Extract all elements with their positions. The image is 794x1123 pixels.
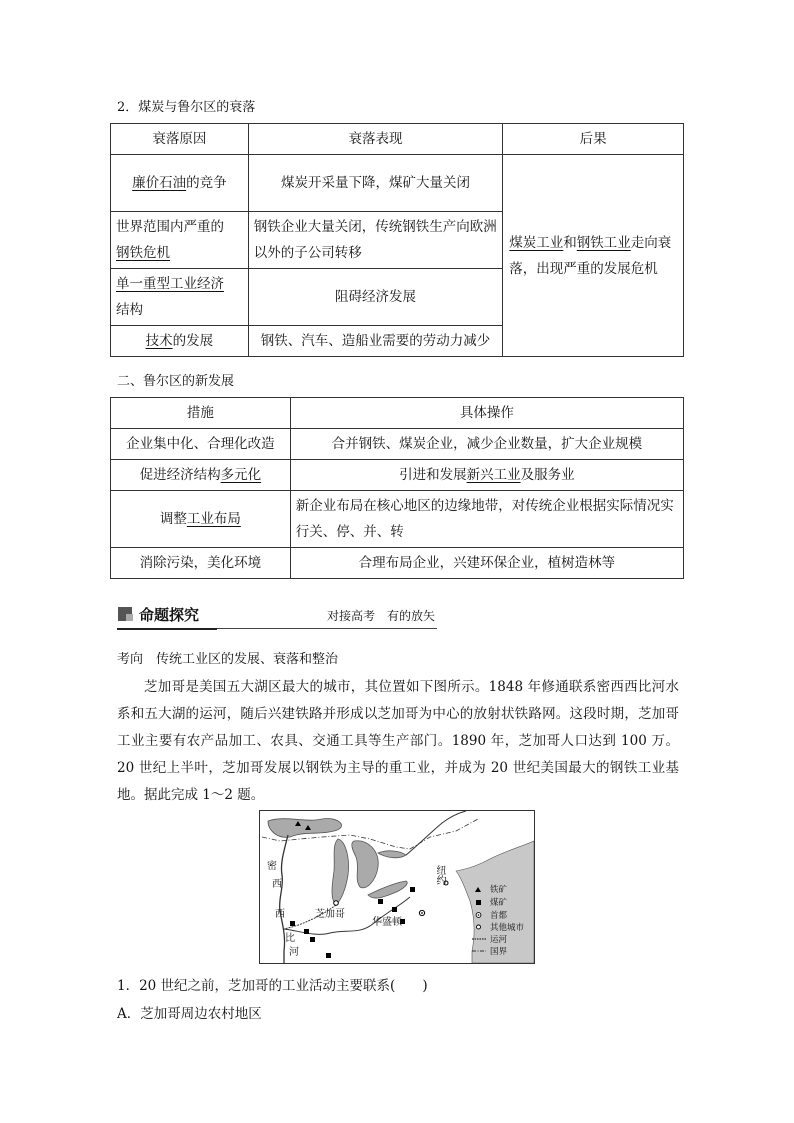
section-band bbox=[117, 603, 437, 629]
effect-cell: 煤炭开采量下降，煤矿大量关闭 bbox=[248, 155, 503, 212]
decline-table bbox=[110, 123, 684, 357]
table-header: 措施 bbox=[111, 398, 291, 429]
coal-mine-marker bbox=[378, 899, 383, 904]
detail-cell: 合理布局企业，兴建环保企业，植树造林等 bbox=[290, 548, 683, 579]
measure-cell: 消除污染，美化环境 bbox=[111, 548, 291, 579]
detail-cell: 引进和发展新兴工业及服务业 bbox=[290, 460, 683, 491]
map-label-chicago: 芝加哥 bbox=[315, 909, 345, 920]
st-lawrence-river bbox=[406, 811, 466, 855]
cause-cell: 技术的发展 bbox=[111, 326, 249, 357]
table-header: 衰落表现 bbox=[248, 124, 503, 155]
coal-mine-marker bbox=[410, 887, 415, 892]
coal-mine-marker bbox=[304, 929, 309, 934]
band-rule-accent bbox=[117, 628, 217, 630]
question-stem: 芝加哥是美国五大湖区最大的城市，其位置如下图所示。1848 年修通联系密西西比河水系和五大湖的运河，随后兴建铁路并形成以芝加哥为中心的放射状铁路网。这段时期，芝加哥工业主要有农产品加工、农具、交通工具等生产部门。1890 年，芝加哥人口达到 100 万。20 世纪上半叶，芝加哥发展以钢铁为主导的重工业，并成为 20 世纪美国最大的钢铁工业基地。据此完成 1～2 题。 bbox=[117, 679, 679, 803]
effect-cell: 钢铁企业大量关闭，传统钢铁生产向欧洲以外的子公司转移 bbox=[248, 212, 503, 269]
washington-capital-dot bbox=[421, 912, 423, 914]
map-label-river-2: 西 bbox=[272, 879, 282, 890]
section-heading-coal-ruhr: 2．煤炭与鲁尔区的衰落 bbox=[117, 100, 256, 115]
effect-cell: 阻碍经济发展 bbox=[248, 269, 503, 326]
table-header: 具体操作 bbox=[290, 398, 683, 429]
section-marker-accent bbox=[126, 614, 133, 621]
lake-michigan bbox=[332, 839, 349, 905]
band-title: 命题探究 bbox=[139, 606, 200, 624]
table-header-row bbox=[111, 124, 684, 155]
detail-cell: 合并钢铁、煤炭企业，减少企业数量，扩大企业规模 bbox=[290, 429, 683, 460]
lake-huron bbox=[352, 841, 378, 888]
legend-label-iron: 铁矿 bbox=[490, 885, 508, 895]
question-1: 1．20 世纪之前，芝加哥的工业活动主要联系( ) bbox=[117, 978, 428, 994]
detail-cell: 新企业布局在核心地区的边缘地带，对传统企业根据实际情况实行关、停、并、转 bbox=[290, 491, 683, 548]
consequence-cell: 煤炭工业和钢铁工业走向衰落，出现严重的发展危机 bbox=[503, 155, 684, 357]
table-row bbox=[111, 155, 684, 212]
map-label-river-3: 西 bbox=[275, 909, 285, 920]
cause-cell: 世界范围内严重的 钢铁危机 bbox=[111, 212, 249, 269]
map-label-washington: 华盛顿 bbox=[372, 917, 402, 928]
map-label-river-1: 密 bbox=[267, 861, 277, 872]
coal-mine-marker bbox=[392, 907, 397, 912]
table-row bbox=[111, 548, 684, 579]
measure-cell: 调整工业布局 bbox=[111, 491, 291, 548]
measure-cell: 企业集中化、合理化改造 bbox=[111, 429, 291, 460]
table-header: 后果 bbox=[503, 124, 684, 155]
cause-cell: 单一重型工业经济 结构 bbox=[111, 269, 249, 326]
legend-label-canal: 运河 bbox=[490, 935, 508, 945]
coal-mine-marker bbox=[326, 953, 331, 958]
band-subtitle: 对接高考 有的放矢 bbox=[327, 609, 436, 623]
legend-capital-dot bbox=[478, 914, 480, 916]
cause-cell: 廉价石油的竞争 bbox=[111, 155, 249, 212]
section-heading-new-development: 二、鲁尔区的新发展 bbox=[117, 374, 235, 389]
legend-label-coal: 煤矿 bbox=[490, 898, 508, 908]
table-row bbox=[111, 491, 684, 548]
table-row bbox=[111, 460, 684, 491]
lake-erie bbox=[368, 881, 407, 898]
table-header-row bbox=[111, 398, 684, 429]
measures-table bbox=[110, 397, 684, 579]
effect-cell: 钢铁、汽车、造船业需要的劳动力减少 bbox=[248, 326, 503, 357]
chicago-map bbox=[259, 810, 535, 964]
map-label-river-5: 河 bbox=[289, 947, 299, 958]
lake-superior bbox=[268, 818, 342, 837]
legend-city-icon bbox=[477, 925, 481, 929]
legend-coal-icon bbox=[476, 900, 481, 905]
map-label-newyork: 纽约 bbox=[434, 865, 445, 885]
map-label-river-4: 比 bbox=[285, 933, 295, 944]
table-row bbox=[111, 429, 684, 460]
coal-mine-marker bbox=[290, 921, 295, 926]
legend-label-border: 国界 bbox=[490, 947, 508, 957]
coal-mine-marker bbox=[310, 937, 315, 942]
table-header: 衰落原因 bbox=[111, 124, 249, 155]
measure-cell: 促进经济结构多元化 bbox=[111, 460, 291, 491]
exam-direction: 考向 传统工业区的发展、衰落和整治 bbox=[117, 652, 339, 667]
legend-label-city: 其他城市 bbox=[490, 923, 525, 933]
option-a: A．芝加哥周边农村地区 bbox=[117, 1006, 262, 1022]
legend-label-capital: 首都 bbox=[490, 911, 508, 921]
lake-ontario bbox=[378, 851, 406, 858]
